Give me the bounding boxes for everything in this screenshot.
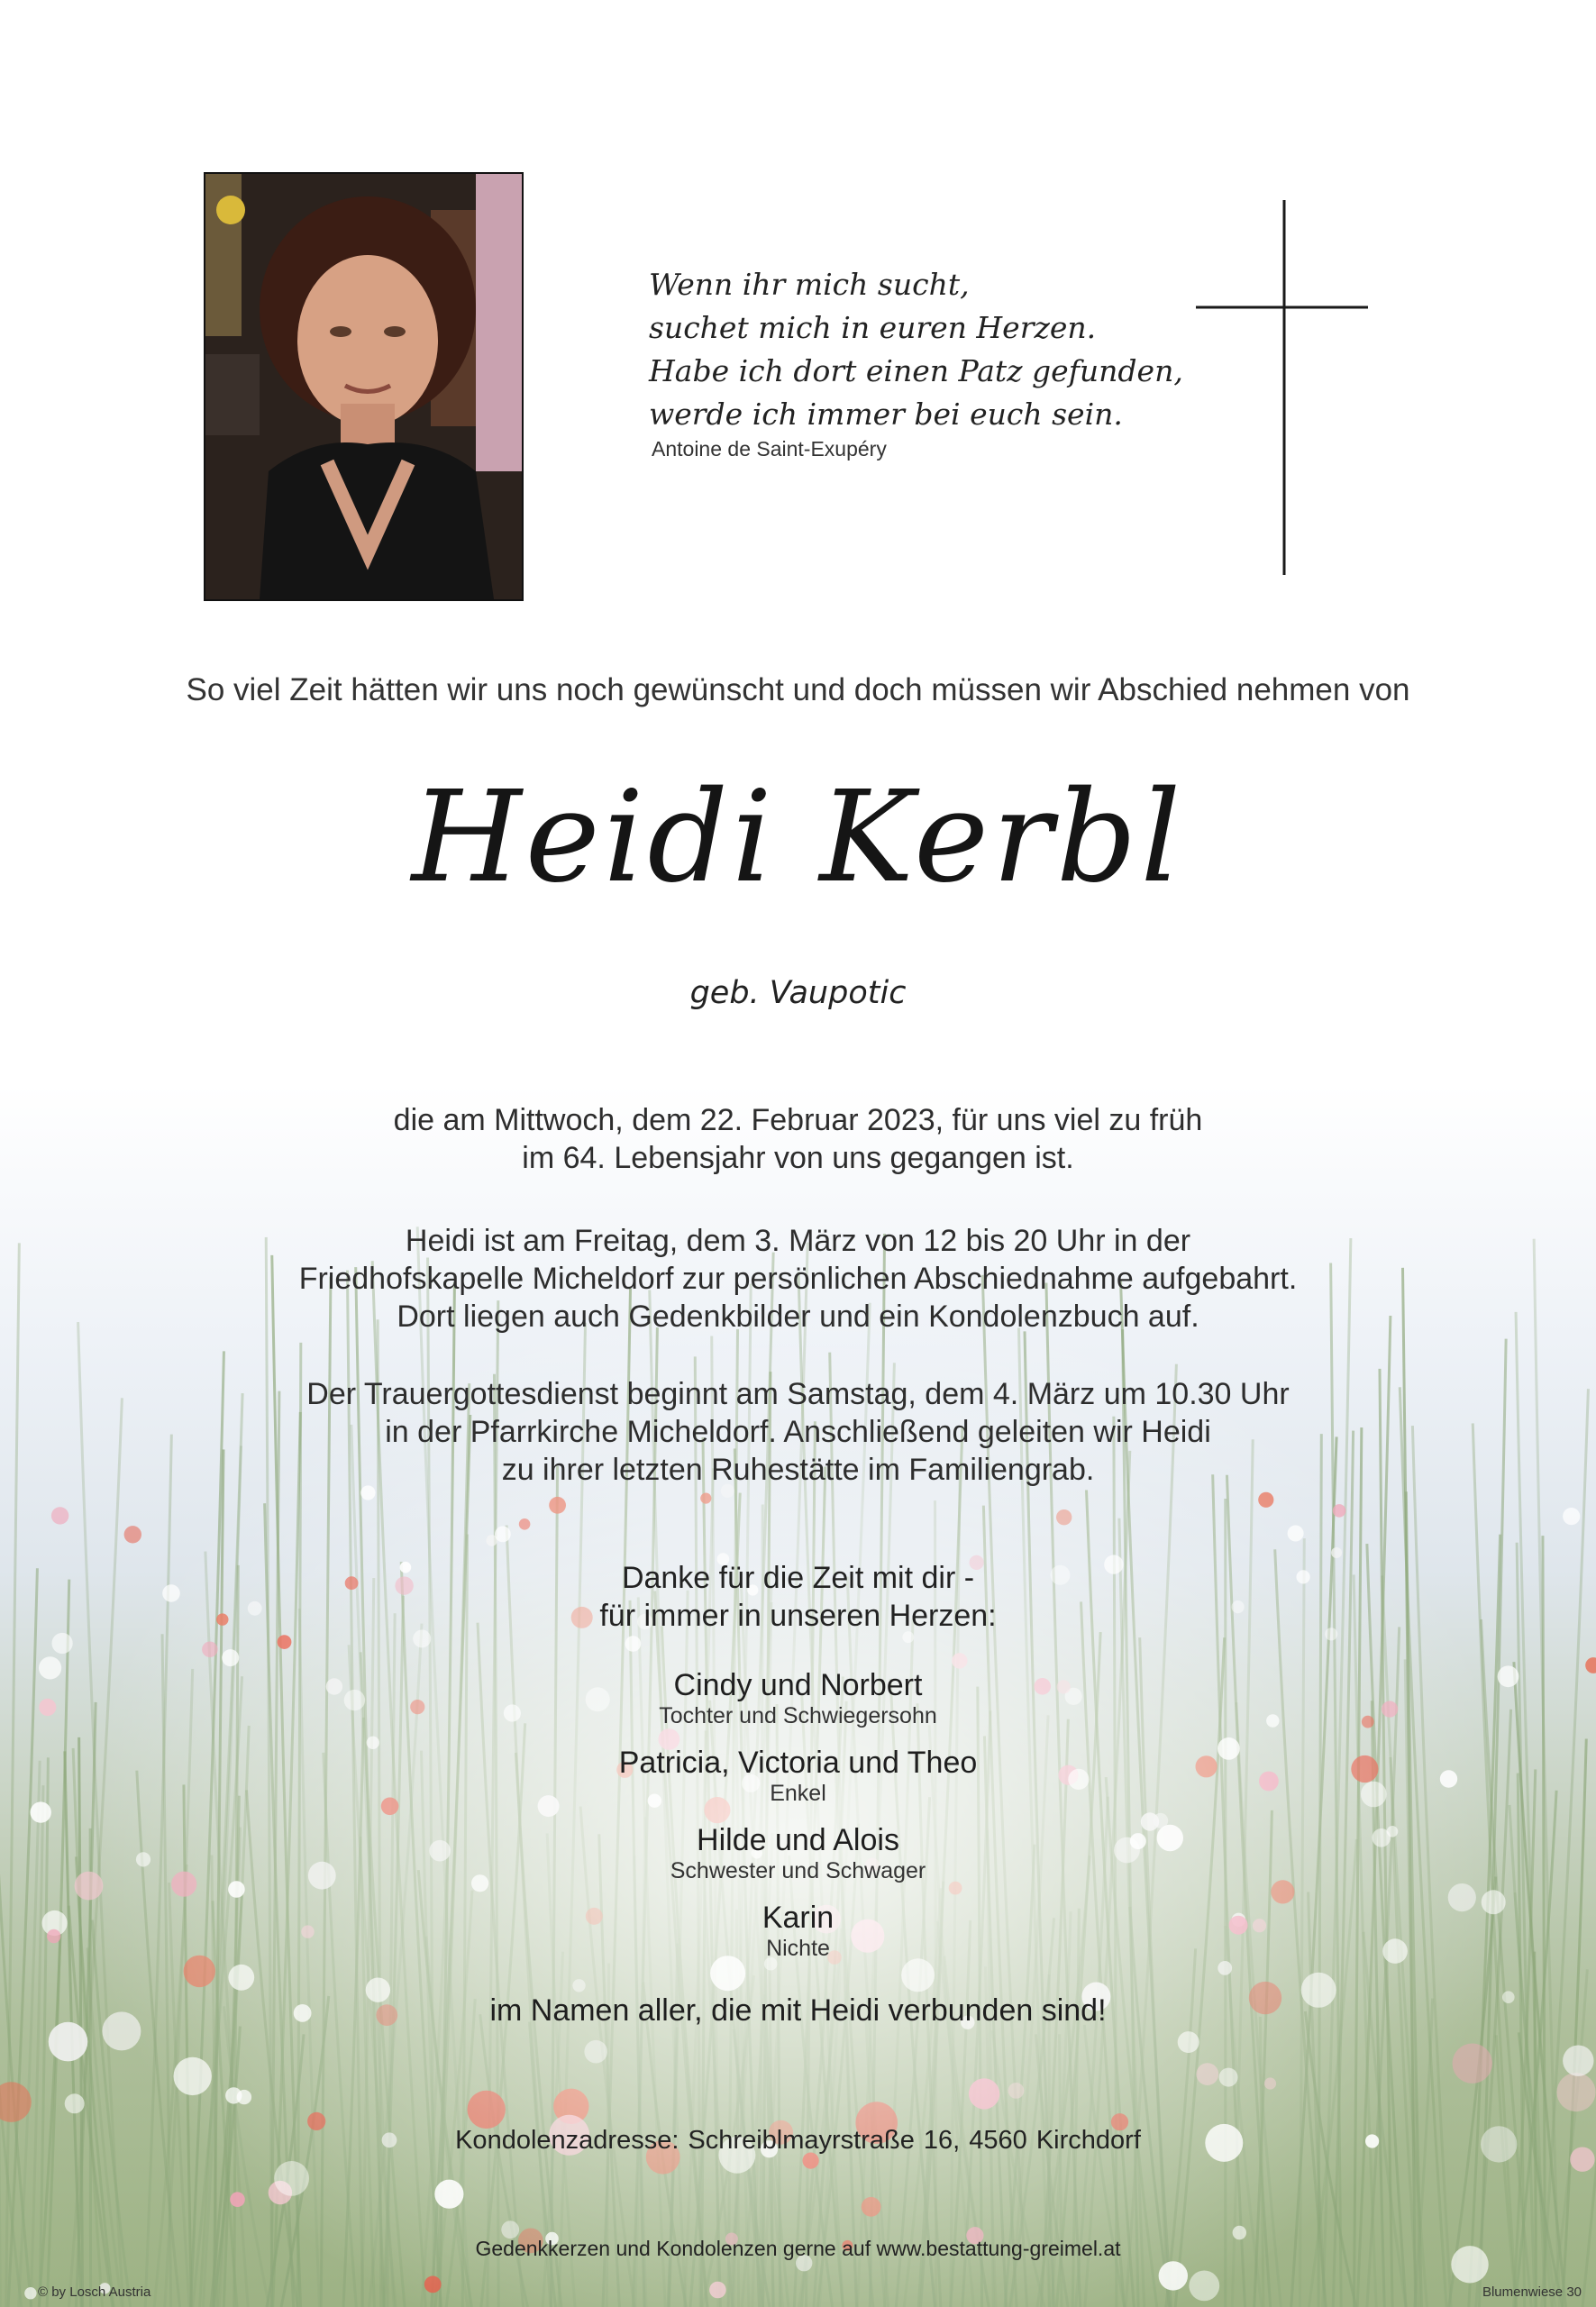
thanks-line: für immer in unseren Herzen: [599, 1599, 997, 1633]
thanks-text [0, 1559, 1596, 1635]
mourner-relation: Schwester und Schwager [670, 1858, 926, 1883]
funeral-service-info [0, 1375, 1596, 1489]
viewing-info [0, 1222, 1596, 1336]
service-line: zu ihrer letzten Ruhestätte im Familiengrab. [501, 1453, 1095, 1487]
memorial-quote [649, 263, 1183, 436]
mourner-name: Patricia, Victoria und Theo [618, 1746, 978, 1780]
death-notice [0, 1101, 1596, 1177]
website-note: Gedenkkerzen und Kondolenzen gerne auf www.bestattung-greimel.at [475, 2237, 1121, 2260]
service-line: Der Trauergottesdienst beginnt am Samstag, dem 4. März um 10.30 Uhr [306, 1377, 1290, 1411]
template-id: Blumenwiese 30 [1482, 2284, 1582, 2300]
viewing-line: Heidi ist am Freitag, dem 3. März von 12 bis 20 Uhr in der [405, 1224, 1191, 1258]
intro-text: So viel Zeit hätten wir uns noch gewünscht und doch müssen wir Abschied nehmen von [186, 672, 1410, 707]
mourner-relation: Tochter und Schwiegersohn [659, 1703, 937, 1728]
quote-line: werde ich immer bei euch sein. [649, 397, 1123, 432]
portrait-photo [204, 172, 524, 601]
mourner-relation: Nichte [766, 1936, 830, 1961]
death-notice-line: im 64. Lebensjahr von uns gegangen ist. [522, 1141, 1074, 1175]
service-line: in der Pfarrkirche Micheldorf. Anschließend geleiten wir Heidi [385, 1415, 1211, 1449]
mourner-name: Karin [762, 1901, 834, 1935]
mourner-entry [0, 1900, 1596, 1961]
mourner-entry [0, 1667, 1596, 1728]
mourners-list [0, 1667, 1596, 1977]
copyright-note: © by Losch Austria [38, 2284, 151, 2300]
cross-icon [1194, 198, 1370, 577]
quote-author: Antoine de Saint-Exupéry [652, 437, 887, 460]
quote-line: Habe ich dort einen Patz gefunden, [649, 353, 1183, 388]
viewing-line: Dort liegen auch Gedenkbilder und ein Kondolenzbuch auf. [397, 1299, 1199, 1334]
viewing-line: Friedhofskapelle Micheldorf zur persönlichen Abschiednahme aufgebahrt. [298, 1262, 1298, 1296]
mourner-entry [0, 1745, 1596, 1806]
mourner-entry [0, 1822, 1596, 1883]
thanks-line: Danke für die Zeit mit dir - [621, 1561, 975, 1595]
deceased-name: Heidi Kerbl [411, 764, 1185, 911]
mourner-relation: Enkel [770, 1781, 826, 1806]
mourner-name: Cindy und Norbert [673, 1668, 923, 1702]
closing-text: im Namen aller, die mit Heidi verbunden sind! [489, 1993, 1107, 2028]
quote-line: Wenn ihr mich sucht, [649, 267, 970, 302]
birth-name: geb. Vaupotic [689, 975, 907, 1011]
mourner-name: Hilde und Alois [697, 1823, 899, 1857]
condolence-address: Kondolenzadresse: Schreiblmayrstraße 16, 4560 Kirchdorf [455, 2126, 1141, 2155]
quote-line: suchet mich in euren Herzen. [649, 310, 1097, 345]
death-notice-line: die am Mittwoch, dem 22. Februar 2023, für uns viel zu früh [393, 1103, 1203, 1137]
